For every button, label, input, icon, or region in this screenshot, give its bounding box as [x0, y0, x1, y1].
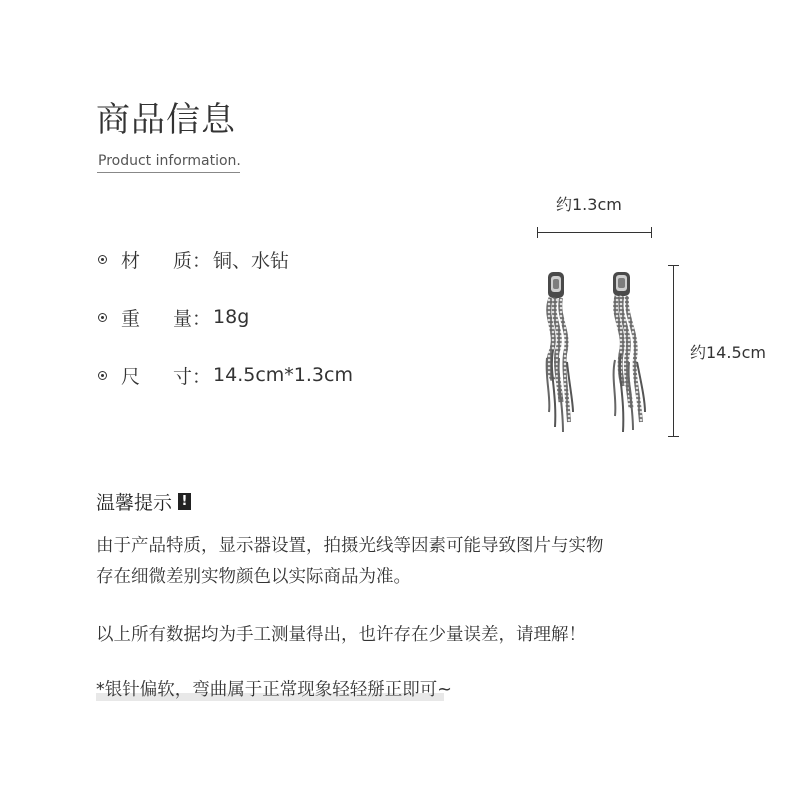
spec-label-second: 寸	[173, 365, 193, 388]
spec-value: 18g	[213, 306, 250, 328]
left-earring	[547, 272, 573, 432]
spec-label-second: 量	[173, 307, 193, 330]
subtitle-underline	[97, 172, 240, 173]
spec-label-second: 质	[173, 249, 193, 272]
height-dimension-tick-bottom	[668, 436, 679, 437]
spec-label-first: 材	[121, 249, 141, 272]
earrings-product-image	[535, 262, 665, 438]
page-subtitle: Product information.	[98, 153, 241, 169]
spec-label-first: 尺	[121, 365, 141, 388]
spec-separator: ：	[192, 365, 212, 388]
tips-line-3: 以上所有数据均为手工测量得出，也许存在少量误差，请理解！	[96, 625, 586, 645]
width-dimension-line	[537, 232, 652, 233]
tips-line-2: 存在细微差别实物颜色以实际商品为准。	[96, 567, 411, 587]
tips-title	[96, 488, 191, 515]
spec-row-size	[98, 361, 353, 389]
bullet-icon	[98, 255, 107, 264]
spec-separator: ：	[192, 249, 212, 272]
height-dimension-line	[673, 265, 674, 437]
spec-separator: ：	[192, 307, 212, 330]
height-dimension-label: 约14.5cm	[690, 343, 767, 362]
exclamation-icon: !	[178, 493, 191, 510]
width-dimension-label: 约1.3cm	[556, 195, 622, 214]
bullet-icon	[98, 313, 107, 322]
spec-label-first: 重	[121, 307, 141, 330]
spec-value: 14.5cm*1.3cm	[213, 364, 353, 386]
spec-value: 铜、水钻	[213, 249, 290, 272]
width-dimension-tick-right	[651, 227, 652, 238]
bullet-icon	[98, 371, 107, 380]
right-earring	[613, 272, 645, 432]
tips-line-4: *银针偏软，弯曲属于正常现象轻轻掰正即可~	[96, 680, 452, 700]
spec-row-material	[98, 245, 289, 273]
height-dimension-tick-top	[668, 265, 679, 266]
width-dimension-tick-left	[537, 227, 538, 238]
spec-row-weight	[98, 303, 249, 331]
page-title: 商品信息	[96, 100, 236, 140]
tips-title-text: 温馨提示	[96, 492, 173, 514]
tips-line-1: 由于产品特质，显示器设置，拍摄光线等因素可能导致图片与实物	[96, 536, 604, 556]
